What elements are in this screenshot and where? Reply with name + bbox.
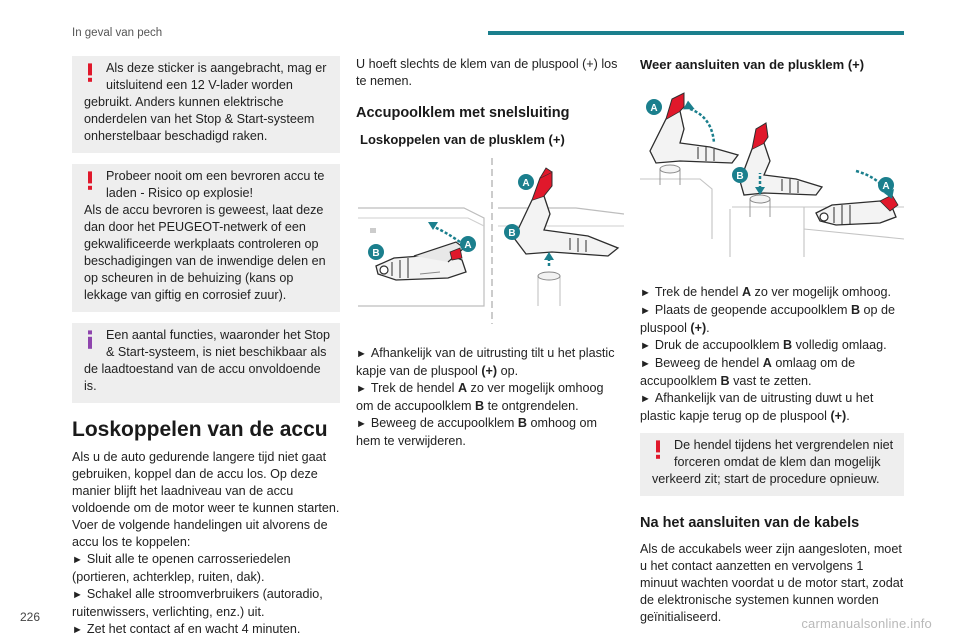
label-b: B [508, 228, 516, 239]
running-header: In geval van pech [72, 27, 163, 39]
step-item: ► Afhankelijk van de uitrusting duwt u het plastic kapje terug op de pluspool (+). [640, 391, 874, 423]
page-number: 226 [20, 610, 41, 624]
section-heading-disconnect: Loskoppelen van de accu [72, 418, 328, 441]
label-a: A [650, 103, 658, 114]
bullet-triangle-icon: ► [640, 340, 651, 352]
notice-first-line: Een aantal functies, waaronder het Stop & Start-systeem, is niet beschikbaar als [106, 328, 331, 359]
illustration-reconnect-clamp [640, 89, 904, 259]
step-item: ► Beweeg de accupoolklem B omhoog om hem te verwijderen. [356, 416, 598, 448]
bullet-triangle-icon: ► [72, 554, 83, 566]
column-right [640, 56, 904, 626]
illustration-disconnect-clamp [356, 156, 624, 326]
warning-notice-lever [640, 433, 904, 496]
warning-exclamation-icon [86, 62, 94, 84]
step-item: ► Plaats de geopende accupoolklem B op de pluspool (+). [640, 303, 896, 335]
step-item: ► Trek de hendel A zo ver mogelijk omhoog om de accupoolklem B te ontgrendelen. [356, 381, 604, 413]
bullet-triangle-icon: ► [640, 305, 651, 317]
bullet-triangle-icon: ► [356, 418, 367, 430]
after-connect-paragraph: Als de accukabels weer zijn aangesloten, moet u het contact aanzetten en vervolgens 1 minuut wachten voordat u de motor start, zodat de elektronische systemen kunnen worden geïnitialiseerd. [640, 542, 904, 624]
intro-paragraph-2: Voer de volgende handelingen uit alvorens de accu los te koppelen: [72, 518, 328, 549]
bullet-triangle-icon: ► [640, 393, 651, 405]
label-a: A [464, 240, 472, 251]
warning-notice-frozen [72, 164, 340, 312]
bullet-triangle-icon: ► [356, 348, 367, 360]
notice-body: gebruikt. Anders kunnen elektrische onderdelen van het Stop & Start-systeem onherstelbaar beschadigd raken. [84, 95, 315, 143]
subheading-reconnect-plus: Weer aansluiten van de plusklem (+) [640, 57, 865, 72]
step-item: ► Schakel alle stroomverbruikers (autoradio, ruitenwissers, verlichting, enz.) uit. [72, 587, 323, 619]
info-notice-functions [72, 323, 340, 403]
step-item: ► Afhankelijk van de uitrusting tilt u het plastic kapje van de pluspool (+) op. [356, 346, 615, 378]
section-heading-after-connect: Na het aansluiten van de kabels [640, 515, 860, 531]
notice-body: verkeerd zit; start de procedure opnieuw. [652, 472, 880, 486]
column-left [72, 56, 340, 639]
step-item: ► Druk de accupoolklem B volledig omlaag. [640, 338, 887, 352]
notice-body: Als de accu bevroren is geweest, laat deze dan door het PEUGEOT-netwerk of een gekwalificeerde werkplaats controleren op beschadigingen van de inwendige delen en op scheuren in de behuizing (kans op lekkage van giftig en corrosief zuur). [84, 203, 326, 302]
info-icon [86, 329, 94, 351]
section-heading-quick-clamp: Accupoolklem met snelsluiting [356, 105, 570, 121]
notice-first-line: Als deze sticker is aangebracht, mag er uitsluitend een 12 V-lader worden [106, 61, 327, 92]
warning-notice-sticker [72, 56, 340, 153]
bullet-triangle-icon: ► [640, 287, 651, 299]
label-a: A [522, 178, 530, 189]
intro-paragraph: U hoeft slechts de klem van de pluspool (+) los te nemen. [356, 57, 618, 88]
bullet-triangle-icon: ► [356, 383, 367, 395]
intro-paragraph: Als u de auto gedurende langere tijd niet gaat gebruiken, koppel dan de accu los. Op deze manier blijft het laadniveau van de accu voldoende om de motor weer te kunnen starten. [72, 450, 340, 515]
notice-first-line: De hendel tijdens het vergrendelen niet forceren omdat de klem dan mogelijk [674, 438, 894, 469]
warning-exclamation-icon [86, 170, 94, 192]
header-accent-bar [488, 31, 904, 35]
column-middle [356, 56, 624, 450]
warning-exclamation-icon [654, 439, 662, 461]
label-b: B [736, 171, 744, 182]
bullet-triangle-icon: ► [72, 589, 83, 601]
subheading-disconnect-plus: Loskoppelen van de plusklem (+) [360, 132, 565, 147]
notice-first-line: Probeer nooit om een bevroren accu te laden - Risico op explosie! [106, 169, 325, 200]
label-b: B [372, 248, 380, 259]
step-item: ► Beweeg de hendel A omlaag om de accupoolklem B vast te zetten. [640, 356, 856, 388]
step-item: ► Trek de hendel A zo ver mogelijk omhoog. [640, 285, 892, 299]
step-item: ► Zet het contact af en wacht 4 minuten. [72, 622, 301, 636]
bullet-triangle-icon: ► [640, 358, 651, 370]
notice-body: de laadtoestand van de accu onvoldoende is. [84, 362, 321, 393]
step-item: ► Sluit alle te openen carrosseriedelen (portieren, achterklep, ruiten, dak). [72, 552, 291, 584]
label-a: A [882, 181, 890, 192]
bullet-triangle-icon: ► [72, 624, 83, 636]
watermark: carmanualsonline.info [801, 616, 932, 631]
